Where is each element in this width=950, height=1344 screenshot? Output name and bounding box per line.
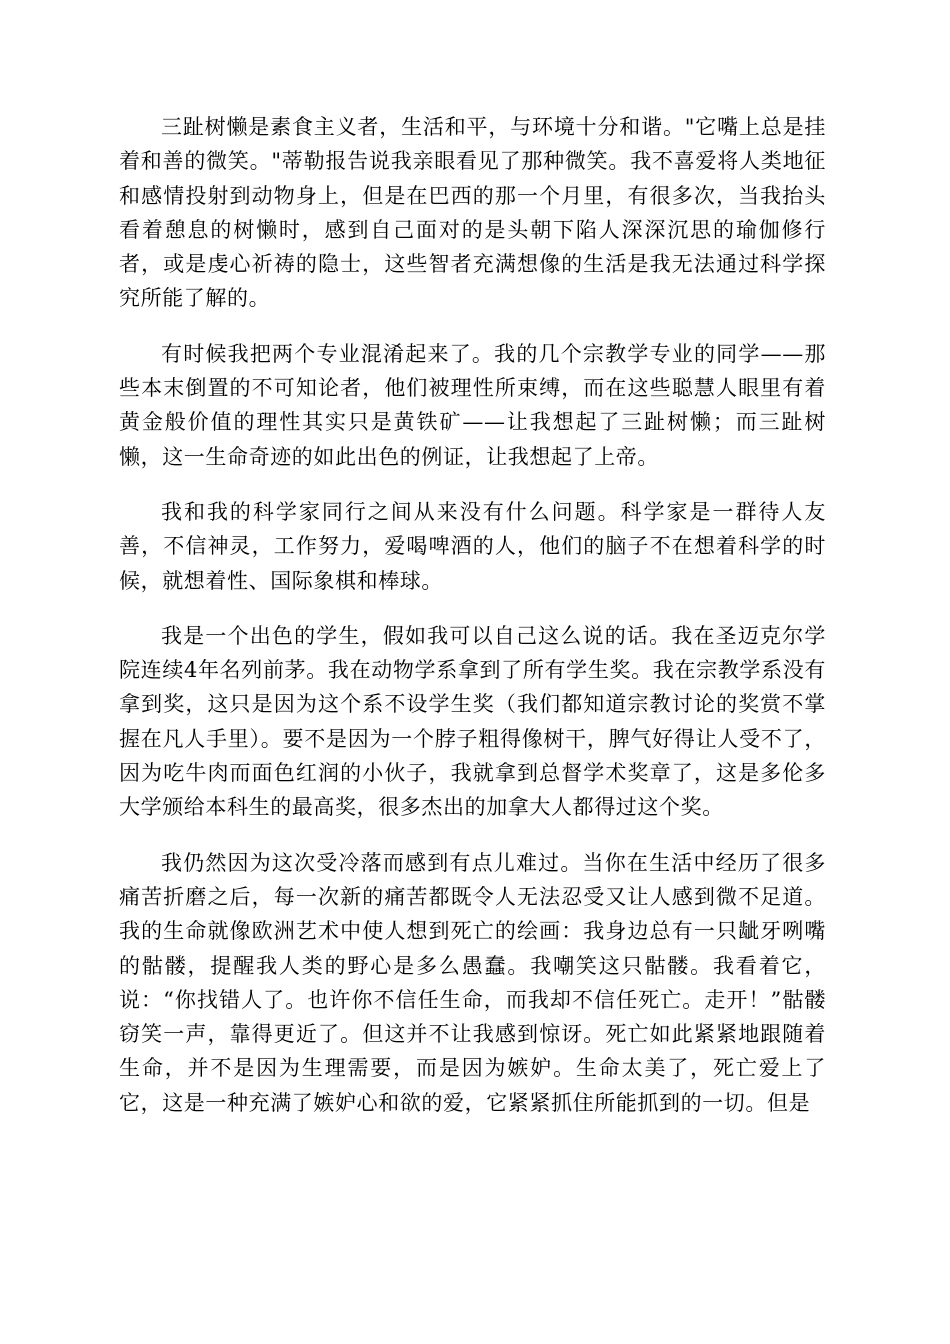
paragraph-4: 我是一个出色的学生，假如我可以自己这么说的话。我在圣迈克尔学院连续4年名列前茅。我在动物学系拿到了所有学生奖。我在宗教学系没有拿到奖，这只是因为这个系不设学生奖（我们都知道宗教讨论的奖赏不掌握在凡人手里）。要不是因为一个脖子粗得像树干，脾气好得让人受不了，因为吃牛肉而面色红润的小伙子，我就拿到总督学术奖章了，这是多伦多大学颁给本科生的最高奖，很多杰出的加拿大人都得过这个奖。 — [119, 623, 826, 820]
paragraph-3: 我和我的科学家同行之间从来没有什么问题。科学家是一群待人友善，不信神灵，工作努力，爱喝啤酒的人，他们的脑子不在想着科学的时候，就想着性、国际象棋和棒球。 — [119, 499, 826, 593]
paragraph-1: 三趾树懒是素食主义者，生活和平，与环境十分和谐。"它嘴上总是挂着和善的微笑。"蒂勒报告说我亲眼看见了那种微笑。我不喜爱将人类地征和感情投射到动物身上，但是在巴西的那一个月里，有很多次，当我抬头看着憩息的树懒时，感到自己面对的是头朝下陷人深深沉思的瑜伽修行者，或是虔心祈祷的隐士，这些智者充满想像的生活是我无法通过科学探究所能了解的。 — [119, 115, 826, 311]
paragraph-5: 我仍然因为这次受冷落而感到有点儿难过。当你在生活中经历了很多痛苦折磨之后，每一次新的痛苦都既令人无法忍受又让人感到微不足道。我的生命就像欧洲艺术中使人想到死亡的绘画：我身边总有一只龇牙咧嘴的骷髅，提醒我人类的野心是多么愚蠢。我嘲笑这只骷髅。我看着它，说：“你找错人了。也许你不信任生命，而我却不信任死亡。走开！”骷髅窃笑一声，靠得更近了。但这并不让我感到惊讶。死亡如此紧紧地跟随着生命，并不是因为生理需要，而是因为嫉妒。生命太美了，死亡爱上了它，这是一种充满了嫉妒心和欲的爱，它紧紧抓住所能抓到的一切。但是 — [119, 850, 826, 1115]
paragraph-2: 有时候我把两个专业混淆起来了。我的几个宗教学专业的同学——那些本末倒置的不可知论者，他们被理性所束缚，而在这些聪慧人眼里有着黄金般价值的理性其实只是黄铁矿——让我想起了三趾树懒；而三趾树懒，这一生命奇迹的如此出色的例证，让我想起了上帝。 — [119, 341, 826, 469]
